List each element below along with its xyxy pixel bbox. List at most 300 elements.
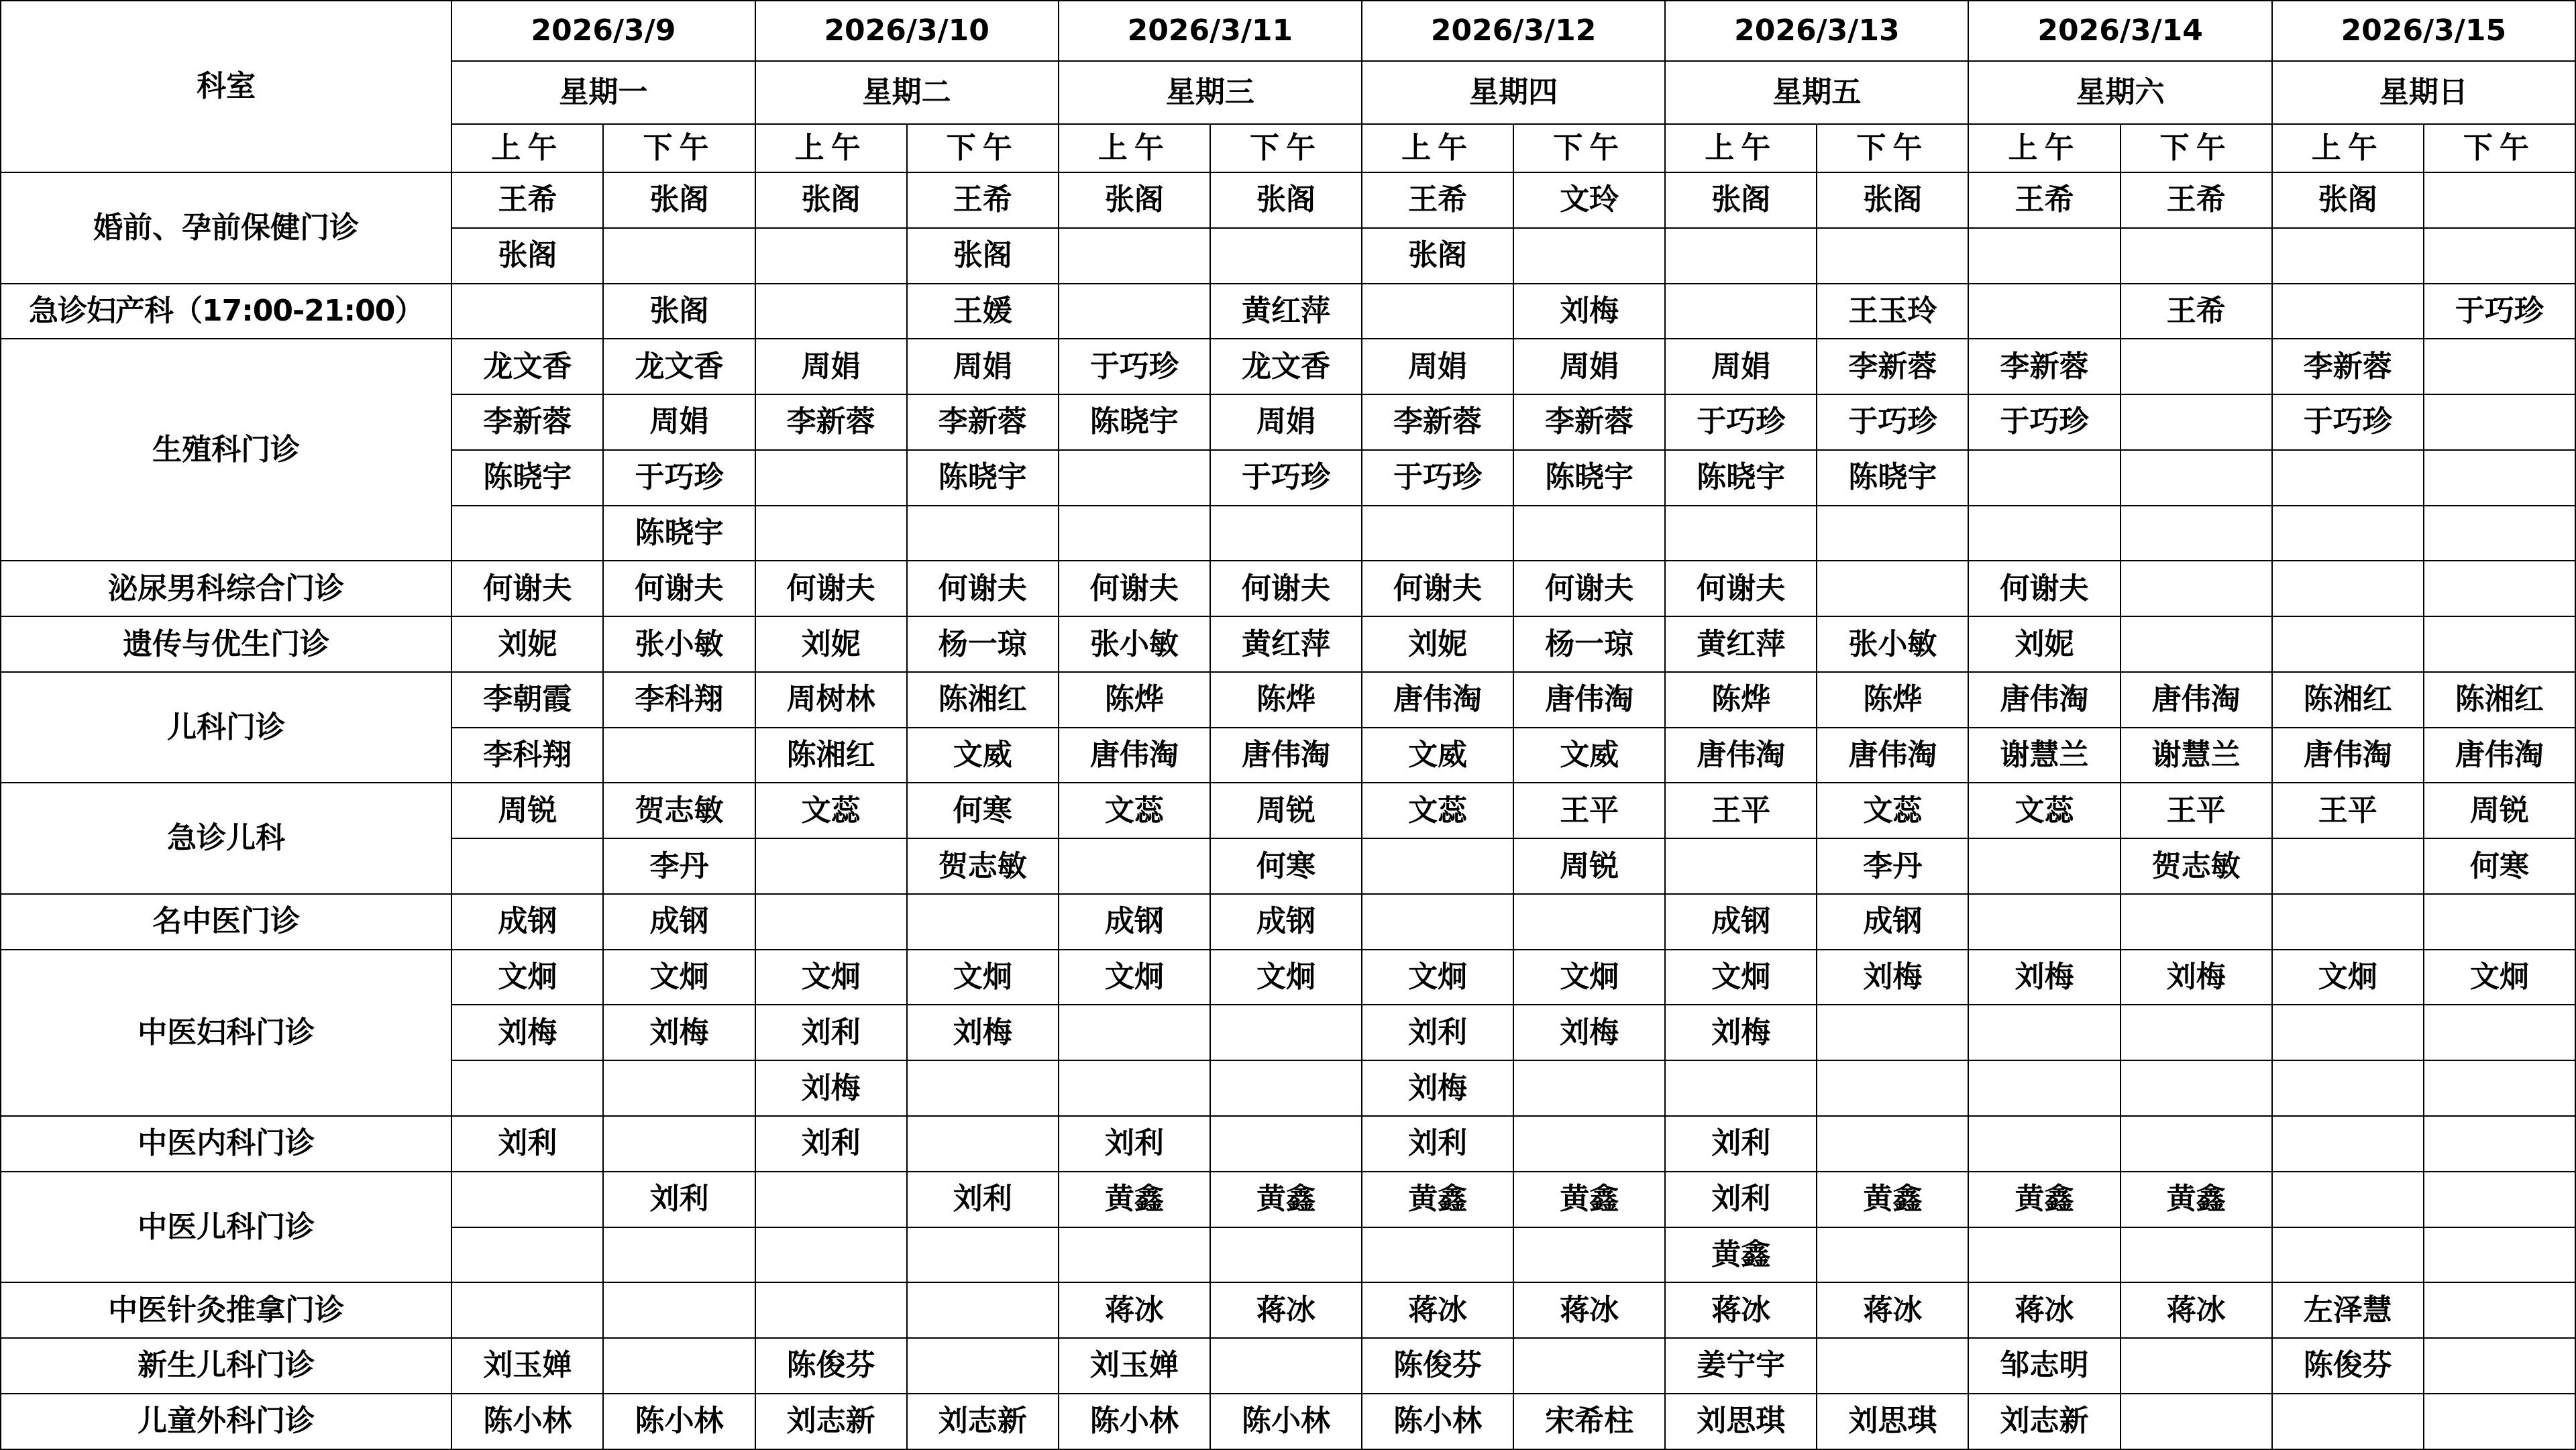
doctor-cell xyxy=(2121,1060,2272,1116)
doctor-cell: 刘梅 xyxy=(907,1005,1059,1060)
doctor-cell: 文炯 xyxy=(1059,950,1210,1005)
doctor-cell xyxy=(755,284,907,339)
doctor-cell: 于巧珍 xyxy=(1059,339,1210,394)
doctor-cell: 于巧珍 xyxy=(2272,394,2424,450)
department-name: 儿科门诊 xyxy=(1,672,451,783)
doctor-cell: 刘志新 xyxy=(1968,1394,2120,1449)
doctor-cell: 成钢 xyxy=(1665,894,1817,950)
am-header: 上午 xyxy=(1362,124,1513,172)
date-row xyxy=(1,1,2575,61)
doctor-cell: 贺志敏 xyxy=(907,838,1059,894)
doctor-cell: 于巧珍 xyxy=(1362,450,1513,506)
doctor-cell: 文蕊 xyxy=(1059,783,1210,838)
doctor-cell: 刘利 xyxy=(451,1116,603,1172)
doctor-cell: 刘志新 xyxy=(907,1394,1059,1449)
doctor-cell xyxy=(2424,894,2575,950)
doctor-cell: 黄红萍 xyxy=(1210,284,1362,339)
doctor-cell: 张阁 xyxy=(603,172,755,228)
doctor-cell: 陈湘红 xyxy=(907,672,1059,728)
doctor-cell: 李科翔 xyxy=(451,728,603,783)
doctor-cell: 成钢 xyxy=(1210,894,1362,950)
doctor-cell xyxy=(2272,1116,2424,1172)
doctor-cell: 周娟 xyxy=(1362,339,1513,394)
doctor-cell: 李朝霞 xyxy=(451,672,603,728)
doctor-cell: 蒋冰 xyxy=(1817,1282,1968,1338)
doctor-cell: 唐伟淘 xyxy=(1210,728,1362,783)
doctor-cell xyxy=(1059,1060,1210,1116)
doctor-cell: 贺志敏 xyxy=(2121,838,2272,894)
am-header: 上午 xyxy=(1968,124,2120,172)
date-header: 2026/3/15 xyxy=(2272,1,2575,61)
doctor-cell xyxy=(2121,1005,2272,1060)
doctor-cell xyxy=(2424,1116,2575,1172)
doctor-cell xyxy=(1513,1060,1665,1116)
doctor-cell xyxy=(2272,506,2424,561)
doctor-cell: 王媛 xyxy=(907,284,1059,339)
doctor-cell xyxy=(907,1227,1059,1283)
doctor-cell xyxy=(1059,1227,1210,1283)
table-row xyxy=(1,672,2575,728)
doctor-cell xyxy=(755,228,907,284)
department-name: 中医针灸推拿门诊 xyxy=(1,1282,451,1338)
doctor-cell: 于巧珍 xyxy=(603,450,755,506)
doctor-cell xyxy=(2121,561,2272,616)
doctor-cell xyxy=(2424,1338,2575,1394)
doctor-cell xyxy=(755,1172,907,1227)
doctor-cell: 王希 xyxy=(907,172,1059,228)
doctor-cell xyxy=(1210,228,1362,284)
doctor-cell: 张阁 xyxy=(907,228,1059,284)
doctor-cell: 刘利 xyxy=(1665,1116,1817,1172)
doctor-cell xyxy=(755,838,907,894)
doctor-cell: 成钢 xyxy=(1817,894,1968,950)
date-header: 2026/3/9 xyxy=(451,1,755,61)
doctor-cell xyxy=(1513,506,1665,561)
doctor-cell: 刘利 xyxy=(755,1005,907,1060)
doctor-cell: 刘梅 xyxy=(2121,950,2272,1005)
doctor-cell: 文蕊 xyxy=(1817,783,1968,838)
doctor-cell: 陈俊芬 xyxy=(1362,1338,1513,1394)
doctor-cell: 王平 xyxy=(2272,783,2424,838)
doctor-cell: 刘梅 xyxy=(755,1060,907,1116)
doctor-cell: 刘梅 xyxy=(451,1005,603,1060)
doctor-cell: 文蕊 xyxy=(755,783,907,838)
table-row xyxy=(1,172,2575,228)
doctor-cell: 刘梅 xyxy=(1362,1060,1513,1116)
doctor-cell xyxy=(1513,894,1665,950)
am-header: 上午 xyxy=(451,124,603,172)
doctor-cell xyxy=(2272,1005,2424,1060)
doctor-cell: 陈湘红 xyxy=(755,728,907,783)
doctor-cell xyxy=(2424,450,2575,506)
doctor-cell xyxy=(1210,1060,1362,1116)
weekday-header: 星期四 xyxy=(1362,61,1665,124)
weekday-header: 星期五 xyxy=(1665,61,1968,124)
table-row xyxy=(1,561,2575,616)
doctor-cell: 黄鑫 xyxy=(1513,1172,1665,1227)
doctor-cell: 刘妮 xyxy=(755,616,907,672)
doctor-cell: 王希 xyxy=(2121,172,2272,228)
doctor-cell xyxy=(2424,616,2575,672)
doctor-cell xyxy=(1059,450,1210,506)
doctor-cell xyxy=(1059,228,1210,284)
doctor-cell xyxy=(2424,561,2575,616)
doctor-cell xyxy=(1059,284,1210,339)
doctor-cell: 何谢夫 xyxy=(603,561,755,616)
doctor-cell: 蒋冰 xyxy=(1665,1282,1817,1338)
doctor-cell xyxy=(451,1282,603,1338)
doctor-cell: 姜宁宇 xyxy=(1665,1338,1817,1394)
doctor-cell xyxy=(907,1338,1059,1394)
doctor-cell xyxy=(451,1227,603,1283)
doctor-cell: 周锐 xyxy=(1210,783,1362,838)
doctor-cell: 何寒 xyxy=(2424,838,2575,894)
doctor-cell: 刘玉婵 xyxy=(451,1338,603,1394)
doctor-cell xyxy=(1059,506,1210,561)
doctor-cell: 王希 xyxy=(1968,172,2120,228)
doctor-cell: 周树林 xyxy=(755,672,907,728)
doctor-cell xyxy=(1513,1338,1665,1394)
doctor-cell: 文蕊 xyxy=(1968,783,2120,838)
doctor-cell: 唐伟淘 xyxy=(1817,728,1968,783)
doctor-cell: 文炯 xyxy=(1513,950,1665,1005)
pm-header: 下午 xyxy=(2424,124,2575,172)
doctor-cell xyxy=(2272,1060,2424,1116)
doctor-cell: 文炯 xyxy=(755,950,907,1005)
doctor-cell xyxy=(2121,339,2272,394)
doctor-cell: 周娟 xyxy=(1665,339,1817,394)
doctor-cell: 李丹 xyxy=(1817,838,1968,894)
doctor-cell: 蒋冰 xyxy=(1210,1282,1362,1338)
doctor-cell xyxy=(1817,561,1968,616)
doctor-cell xyxy=(2424,1227,2575,1283)
doctor-cell: 陈小林 xyxy=(451,1394,603,1449)
doctor-cell xyxy=(1665,228,1817,284)
doctor-cell: 王希 xyxy=(2121,284,2272,339)
doctor-cell: 刘妮 xyxy=(1362,616,1513,672)
doctor-cell: 陈晓宇 xyxy=(1665,450,1817,506)
schedule-body xyxy=(1,172,2575,1449)
pm-header: 下午 xyxy=(1817,124,1968,172)
doctor-cell: 张阁 xyxy=(603,284,755,339)
doctor-cell: 文蕊 xyxy=(1362,783,1513,838)
date-header: 2026/3/14 xyxy=(1968,1,2271,61)
doctor-cell: 李新蓉 xyxy=(755,394,907,450)
doctor-cell xyxy=(1968,1116,2120,1172)
department-header: 科室 xyxy=(1,1,451,172)
doctor-cell: 何谢夫 xyxy=(1513,561,1665,616)
doctor-cell: 刘玉婵 xyxy=(1059,1338,1210,1394)
pm-header: 下午 xyxy=(1210,124,1362,172)
doctor-cell: 何谢夫 xyxy=(1968,561,2120,616)
doctor-cell: 刘利 xyxy=(1059,1116,1210,1172)
doctor-cell xyxy=(2272,284,2424,339)
table-row xyxy=(1,1172,2575,1227)
doctor-cell xyxy=(2424,339,2575,394)
doctor-cell: 王希 xyxy=(451,172,603,228)
doctor-cell: 黄鑫 xyxy=(1665,1227,1817,1283)
doctor-cell: 黄红萍 xyxy=(1665,616,1817,672)
doctor-cell xyxy=(907,1282,1059,1338)
doctor-cell: 周娟 xyxy=(1210,394,1362,450)
doctor-cell xyxy=(1665,506,1817,561)
doctor-cell: 张小敏 xyxy=(1059,616,1210,672)
doctor-cell: 张阁 xyxy=(1210,172,1362,228)
doctor-cell xyxy=(755,1282,907,1338)
doctor-cell xyxy=(1513,1116,1665,1172)
doctor-cell: 黄鑫 xyxy=(1817,1172,1968,1227)
weekday-header: 星期六 xyxy=(1968,61,2271,124)
department-name: 急诊儿科 xyxy=(1,783,451,894)
am-header: 上午 xyxy=(755,124,907,172)
doctor-cell: 张阁 xyxy=(451,228,603,284)
doctor-cell: 李科翔 xyxy=(603,672,755,728)
doctor-cell: 陈湘红 xyxy=(2272,672,2424,728)
pm-header: 下午 xyxy=(603,124,755,172)
doctor-cell: 陈俊芬 xyxy=(2272,1338,2424,1394)
doctor-cell: 李丹 xyxy=(603,838,755,894)
doctor-cell: 龙文香 xyxy=(451,339,603,394)
doctor-cell xyxy=(1362,506,1513,561)
doctor-cell xyxy=(603,1227,755,1283)
doctor-cell: 文炯 xyxy=(603,950,755,1005)
doctor-cell: 蒋冰 xyxy=(2121,1282,2272,1338)
doctor-cell: 陈小林 xyxy=(1362,1394,1513,1449)
doctor-cell xyxy=(2121,894,2272,950)
doctor-cell xyxy=(1968,450,2120,506)
doctor-cell xyxy=(2121,1116,2272,1172)
doctor-cell xyxy=(1817,228,1968,284)
date-header: 2026/3/12 xyxy=(1362,1,1665,61)
doctor-cell xyxy=(1665,838,1817,894)
doctor-cell xyxy=(1968,1227,2120,1283)
department-name: 中医儿科门诊 xyxy=(1,1172,451,1283)
doctor-cell xyxy=(2121,506,2272,561)
department-name: 生殖科门诊 xyxy=(1,339,451,561)
doctor-cell: 文炯 xyxy=(1362,950,1513,1005)
doctor-cell: 陈俊芬 xyxy=(755,1338,907,1394)
department-name: 新生儿科门诊 xyxy=(1,1338,451,1394)
doctor-cell xyxy=(603,728,755,783)
doctor-cell xyxy=(2424,228,2575,284)
doctor-cell xyxy=(2272,1227,2424,1283)
doctor-cell: 何谢夫 xyxy=(755,561,907,616)
doctor-cell: 蒋冰 xyxy=(1968,1282,2120,1338)
doctor-cell xyxy=(2272,894,2424,950)
doctor-cell xyxy=(1362,284,1513,339)
doctor-cell xyxy=(603,1060,755,1116)
doctor-cell: 蒋冰 xyxy=(1513,1282,1665,1338)
doctor-cell: 文玲 xyxy=(1513,172,1665,228)
doctor-cell xyxy=(603,228,755,284)
doctor-cell xyxy=(451,506,603,561)
doctor-cell: 刘思琪 xyxy=(1665,1394,1817,1449)
doctor-cell xyxy=(1362,1227,1513,1283)
doctor-cell xyxy=(2121,228,2272,284)
doctor-cell: 黄鑫 xyxy=(1362,1172,1513,1227)
weekday-header: 星期三 xyxy=(1059,61,1362,124)
doctor-cell xyxy=(451,1172,603,1227)
doctor-cell xyxy=(603,1282,755,1338)
doctor-cell xyxy=(1059,1005,1210,1060)
date-header: 2026/3/13 xyxy=(1665,1,1968,61)
doctor-cell: 周娟 xyxy=(603,394,755,450)
doctor-cell: 李新蓉 xyxy=(1362,394,1513,450)
doctor-cell: 龙文香 xyxy=(603,339,755,394)
doctor-cell: 文威 xyxy=(1362,728,1513,783)
doctor-cell xyxy=(1968,1005,2120,1060)
doctor-cell: 何寒 xyxy=(907,783,1059,838)
table-row xyxy=(1,1116,2575,1172)
doctor-cell: 龙文香 xyxy=(1210,339,1362,394)
doctor-cell: 王玉玲 xyxy=(1817,284,1968,339)
department-name: 中医内科门诊 xyxy=(1,1116,451,1172)
doctor-cell xyxy=(1210,506,1362,561)
weekday-header: 星期一 xyxy=(451,61,755,124)
doctor-cell xyxy=(2272,450,2424,506)
doctor-cell: 李新蓉 xyxy=(907,394,1059,450)
doctor-cell: 周锐 xyxy=(1513,838,1665,894)
doctor-cell xyxy=(451,1060,603,1116)
doctor-cell: 贺志敏 xyxy=(603,783,755,838)
doctor-cell: 何谢夫 xyxy=(1210,561,1362,616)
doctor-cell: 刘梅 xyxy=(1513,284,1665,339)
doctor-cell: 刘梅 xyxy=(1665,1005,1817,1060)
doctor-cell xyxy=(1513,228,1665,284)
doctor-cell xyxy=(1817,1338,1968,1394)
doctor-cell: 陈烨 xyxy=(1817,672,1968,728)
doctor-cell: 李新蓉 xyxy=(1817,339,1968,394)
doctor-cell xyxy=(1210,1005,1362,1060)
doctor-cell: 张阁 xyxy=(755,172,907,228)
doctor-cell: 蒋冰 xyxy=(1362,1282,1513,1338)
doctor-cell xyxy=(603,1338,755,1394)
doctor-cell: 文炯 xyxy=(2272,950,2424,1005)
doctor-cell: 陈小林 xyxy=(1210,1394,1362,1449)
doctor-cell: 于巧珍 xyxy=(2424,284,2575,339)
department-name: 遗传与优生门诊 xyxy=(1,616,451,672)
doctor-cell: 左泽慧 xyxy=(2272,1282,2424,1338)
doctor-cell: 于巧珍 xyxy=(1665,394,1817,450)
table-row xyxy=(1,894,2575,950)
doctor-cell: 李新蓉 xyxy=(1513,394,1665,450)
doctor-cell xyxy=(1968,284,2120,339)
table-row xyxy=(1,950,2575,1005)
doctor-cell: 李新蓉 xyxy=(451,394,603,450)
doctor-cell: 刘利 xyxy=(1362,1005,1513,1060)
doctor-cell: 成钢 xyxy=(1059,894,1210,950)
doctor-cell xyxy=(2424,1282,2575,1338)
doctor-cell xyxy=(1968,838,2120,894)
doctor-cell: 于巧珍 xyxy=(1817,394,1968,450)
doctor-cell xyxy=(2424,1060,2575,1116)
doctor-cell: 黄红萍 xyxy=(1210,616,1362,672)
doctor-cell xyxy=(1968,894,2120,950)
doctor-cell xyxy=(1817,1005,1968,1060)
doctor-cell: 陈小林 xyxy=(1059,1394,1210,1449)
doctor-cell: 何谢夫 xyxy=(451,561,603,616)
doctor-cell: 谢慧兰 xyxy=(2121,728,2272,783)
doctor-cell: 张阁 xyxy=(1362,228,1513,284)
doctor-cell: 何谢夫 xyxy=(1059,561,1210,616)
weekday-header: 星期日 xyxy=(2272,61,2575,124)
doctor-cell xyxy=(907,1060,1059,1116)
doctor-cell: 周娟 xyxy=(1513,339,1665,394)
department-name: 婚前、孕前保健门诊 xyxy=(1,172,451,284)
doctor-cell: 黄鑫 xyxy=(1210,1172,1362,1227)
doctor-cell: 张阁 xyxy=(1059,172,1210,228)
doctor-cell: 唐伟淘 xyxy=(1059,728,1210,783)
doctor-cell xyxy=(2121,1227,2272,1283)
pm-header: 下午 xyxy=(2121,124,2272,172)
doctor-cell: 刘梅 xyxy=(1513,1005,1665,1060)
doctor-cell xyxy=(2424,172,2575,228)
doctor-cell: 刘梅 xyxy=(1817,950,1968,1005)
doctor-cell xyxy=(1817,506,1968,561)
doctor-cell xyxy=(1210,1227,1362,1283)
doctor-cell xyxy=(2272,561,2424,616)
doctor-cell: 张阁 xyxy=(1817,172,1968,228)
doctor-cell: 黄鑫 xyxy=(2121,1172,2272,1227)
doctor-cell: 王平 xyxy=(1665,783,1817,838)
doctor-cell: 邹志明 xyxy=(1968,1338,2120,1394)
doctor-cell: 周娟 xyxy=(907,339,1059,394)
doctor-cell xyxy=(2424,506,2575,561)
doctor-cell: 张阁 xyxy=(1665,172,1817,228)
doctor-cell: 唐伟淘 xyxy=(1362,672,1513,728)
doctor-cell: 文炯 xyxy=(1665,950,1817,1005)
doctor-cell xyxy=(907,1116,1059,1172)
doctor-cell: 唐伟淘 xyxy=(1968,672,2120,728)
doctor-cell xyxy=(2121,394,2272,450)
doctor-cell xyxy=(1210,1116,1362,1172)
doctor-cell: 刘妮 xyxy=(451,616,603,672)
table-row xyxy=(1,284,2575,339)
doctor-cell xyxy=(2272,616,2424,672)
doctor-cell: 唐伟淘 xyxy=(2424,728,2575,783)
doctor-cell: 刘妮 xyxy=(1968,616,2120,672)
doctor-cell: 于巧珍 xyxy=(1968,394,2120,450)
table-row xyxy=(1,783,2575,838)
pm-header: 下午 xyxy=(1513,124,1665,172)
doctor-cell: 刘利 xyxy=(1665,1172,1817,1227)
doctor-cell: 陈小林 xyxy=(603,1394,755,1449)
doctor-cell xyxy=(1513,1227,1665,1283)
doctor-cell xyxy=(1968,228,2120,284)
doctor-cell: 周锐 xyxy=(451,783,603,838)
doctor-cell: 陈烨 xyxy=(1665,672,1817,728)
doctor-cell xyxy=(755,894,907,950)
doctor-cell: 何寒 xyxy=(1210,838,1362,894)
table-row xyxy=(1,1282,2575,1338)
doctor-cell xyxy=(2424,1394,2575,1449)
doctor-cell: 刘利 xyxy=(1362,1116,1513,1172)
doctor-cell: 蒋冰 xyxy=(1059,1282,1210,1338)
doctor-cell xyxy=(1968,506,2120,561)
department-name: 儿童外科门诊 xyxy=(1,1394,451,1449)
doctor-cell: 成钢 xyxy=(451,894,603,950)
doctor-cell: 文威 xyxy=(907,728,1059,783)
table-row xyxy=(1,339,2575,394)
doctor-cell: 陈烨 xyxy=(1210,672,1362,728)
doctor-cell xyxy=(755,506,907,561)
doctor-cell: 杨一琼 xyxy=(907,616,1059,672)
doctor-cell xyxy=(1059,838,1210,894)
pm-header: 下午 xyxy=(907,124,1059,172)
doctor-cell: 李新蓉 xyxy=(2272,339,2424,394)
doctor-cell: 张小敏 xyxy=(1817,616,1968,672)
doctor-cell: 唐伟淘 xyxy=(2121,672,2272,728)
